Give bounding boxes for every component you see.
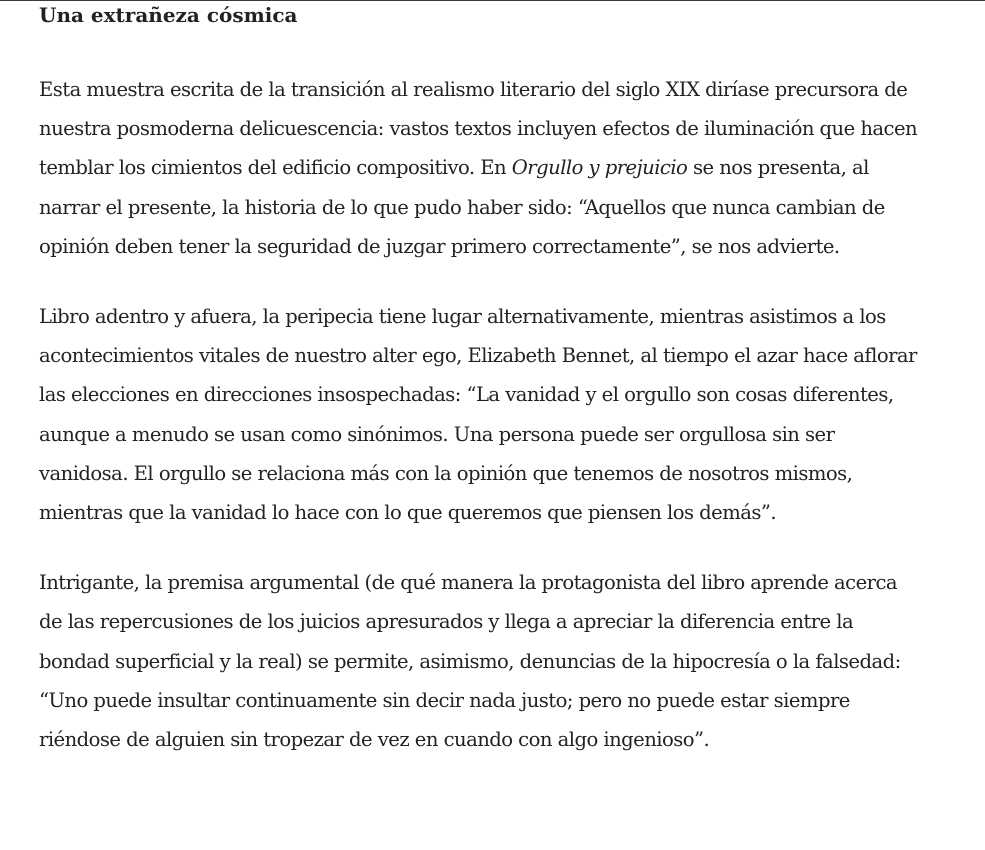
paragraph-1-text-start: Esta muestra escrita de la transición al realismo literario del siglo XIX diríase precursora de nuestra posmoderna delicuescencia: vastos textos incluyen efectos de iluminación que hacen temblar los cimientos del edificio compositivo. En xyxy=(39,78,918,180)
paragraph-2: Libro adentro y afuera, la peripecia tiene lugar alternativamente, mientras asistimos a los acontecimientos vitales de nuestro alter ego, Elizabeth Bennet, al tiempo el azar hace aflorar las elecciones en direcciones insospechadas: “La vanidad y el orgullo son cosas diferentes, aunque a menudo se usan como sinónimos. Una persona puede ser orgullosa sin ser vanidosa. El orgullo se relaciona más con la opinión que tenemos de nosotros mismos, mientras que la vanidad lo hace con lo que queremos que piensen los demás”. xyxy=(39,305,917,525)
article-body xyxy=(39,0,919,759)
paragraph-1-text-end: se nos presenta, al narrar el presente, la historia de lo que pudo haber sido: “Aquellos que nunca cambian de opinión deben tener la seguridad de juzgar primero correctamente”, se nos advierte. xyxy=(39,156,885,258)
section-title: Una extrañeza cósmica xyxy=(39,3,298,27)
paragraph-3: Intrigante, la premisa argumental (de qué manera la protagonista del libro aprende acerca de las repercusiones de los juicios apresurados y llega a apreciar la diferencia entre la bondad superficial y la real) se permite, asimismo, denuncias de la hipocresía o la falsedad: “Uno puede insultar continuamente sin decir nada justo; pero no puede estar siempre riéndose de alguien sin tropezar de vez en cuando con algo ingenioso”. xyxy=(39,571,901,752)
paragraph-1 xyxy=(39,70,919,266)
book-title-italic: Orgullo y prejuicio xyxy=(511,156,688,180)
